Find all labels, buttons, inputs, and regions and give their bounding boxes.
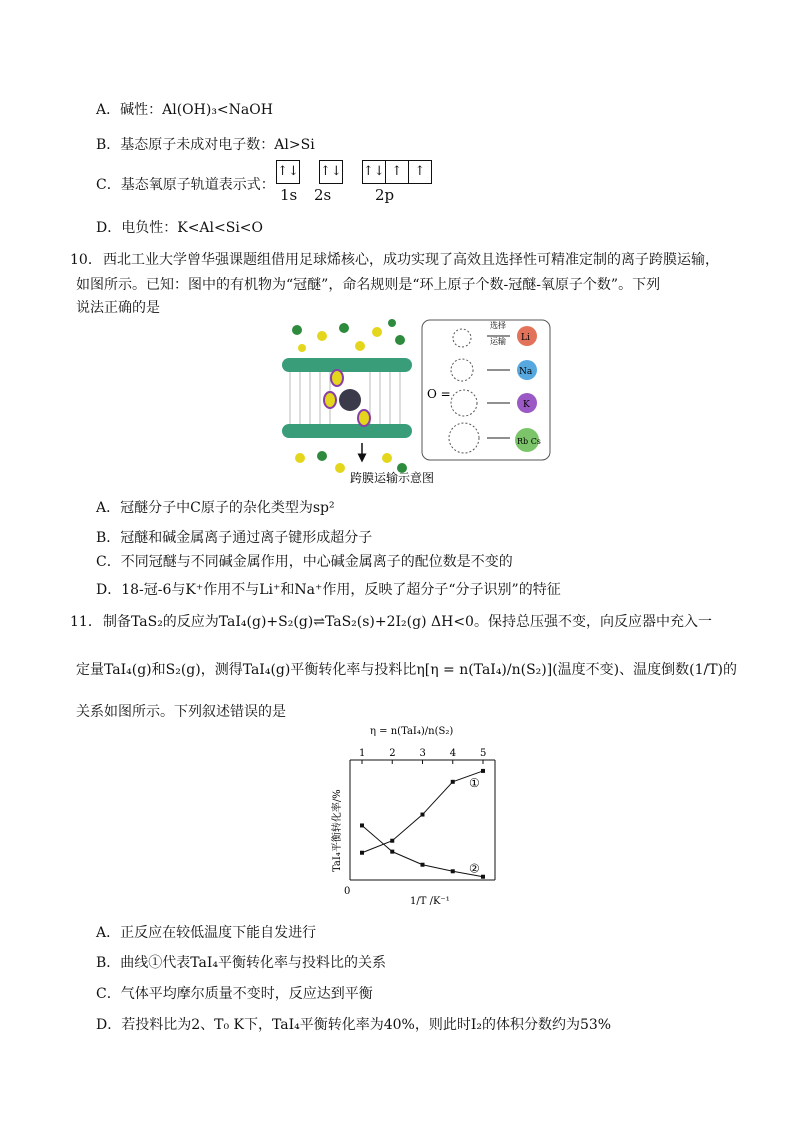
q9-option-b (96, 135, 315, 155)
q9-option-d (96, 218, 263, 238)
q9-option-b-text: 基态原子未成对电子数：Al>Si (120, 137, 315, 153)
figure-caption: 跨膜运输示意图 (350, 471, 435, 485)
data-point (481, 769, 485, 773)
o-label: O = (427, 387, 451, 401)
q9-option-a-letter: A． (96, 102, 121, 118)
q10-option-c: C．不同冠醚与不同碱金属作用，中心碱金属离子的配位数是不变的 (96, 554, 513, 570)
orbital-box: ↑↓ (319, 160, 343, 184)
series-line-1 (362, 771, 483, 853)
y-axis-label: TaI₄平衡转化率/% (332, 789, 343, 872)
q11-option-b: B．曲线①代表TaI₄平衡转化率与投料比的关系 (96, 955, 387, 971)
orbital-label-2s: 2s (314, 186, 332, 204)
crown-ether (358, 410, 370, 426)
select-label-top: 选择 (490, 321, 506, 330)
series-label: ① (469, 775, 480, 790)
series-line-2 (362, 825, 483, 876)
q10-option-d: D．18-冠-6与K⁺作用不与Li⁺和Na⁺作用，反映了超分子“分子识别”的特征 (96, 582, 561, 598)
ion-k-label: K (523, 400, 530, 410)
ion-rb-cs-label: Rb Cs (517, 437, 541, 446)
data-point (390, 839, 394, 843)
data-point (360, 823, 364, 827)
membrane-transport-figure (282, 318, 554, 488)
ion-na-label: Na (519, 367, 533, 377)
conversion-chart (330, 722, 510, 912)
data-point (360, 851, 364, 855)
q9-option-d-letter: D． (96, 220, 122, 236)
q11-option-a: A．正反应在较低温度下能自发进行 (96, 925, 317, 941)
series-label: ② (469, 861, 480, 876)
q9-option-a (96, 100, 273, 120)
chart-series (360, 769, 485, 879)
top-tick-label: 1 (359, 748, 366, 759)
fullerene-core (339, 389, 361, 411)
q11-stem-line2: 定量TaI₄(g)和S₂(g)，测得TaI₄(g)平衡转化率与投料比η[η = n(TaI₄)/n(S₂)](温度不变)、温度倒数(1/T)的 (76, 662, 738, 678)
q9-option-b-letter: B． (96, 137, 121, 153)
q10-stem-line3: 说法正确的是 (76, 300, 160, 316)
top-tick-label: 2 (389, 748, 396, 759)
q11-option-c: C．气体平均摩尔质量不变时，反应达到平衡 (96, 986, 373, 1002)
top-tick-label: 4 (449, 748, 457, 759)
q10-stem-line2: 如图所示。已知：图中的有机物为“冠醚”，命名规则是“环上原子个数-冠醚-氧原子个数”。下列 (76, 277, 661, 293)
q10-option-a: A．冠醚分子中C原子的杂化类型为sp² (96, 500, 335, 516)
x-axis-label: 1/T /K⁻¹ (410, 896, 450, 907)
crown-ether (324, 392, 336, 408)
q9-option-d-text: 电负性：K<Al<Si<O (121, 220, 264, 236)
top-axis-ticks (359, 748, 486, 764)
crown-ether (331, 370, 343, 386)
data-point (421, 863, 425, 867)
top-tick-label: 5 (480, 748, 487, 759)
data-point (481, 875, 485, 879)
select-label-bottom: 运输 (490, 337, 506, 346)
data-point (390, 850, 394, 854)
q11-number: 11． (70, 614, 102, 630)
orbital-box: ↑↓ (362, 160, 386, 184)
q9-option-c-text: 基态氧原子轨道表示式： (120, 177, 275, 193)
q9-option-a-text: 碱性：Al(OH)₃<NaOH (120, 102, 273, 118)
orbital-box: ↑ (386, 160, 409, 184)
top-tick-label: 3 (419, 748, 426, 759)
top-axis-label: η = n(TaI₄)/n(S₂) (370, 726, 454, 737)
q11-stem-line1: 制备TaS₂的反应为TaI₄(g)+S₂(g)⇌TaS₂(s)+2I₂(g) ΔH<0。保持总压强不变，向反应器中充入一 (103, 614, 712, 630)
data-point (451, 869, 455, 873)
q9-option-c (96, 175, 275, 195)
q11-option-d: D．若投料比为2、T₀ K下，TaI₄平衡转化率为40%，则此时I₂的体积分数约为53% (96, 1017, 612, 1033)
q10-option-b: B．冠醚和碱金属离子通过离子键形成超分子 (96, 530, 373, 546)
ion-li-label: Li (521, 333, 530, 343)
q11-stem-line3: 关系如图所示。下列叙述错误的是 (76, 704, 286, 720)
orbital-label-1s: 1s (280, 186, 298, 204)
origin-label: 0 (344, 886, 351, 897)
orbital-box: ↑↓ (276, 160, 300, 184)
orbital-label-2p: 2p (375, 186, 395, 204)
extracellular-ions (292, 319, 405, 352)
orbital-diagram (276, 160, 432, 184)
data-point (421, 813, 425, 817)
intracellular-ions (295, 451, 407, 473)
q9-option-c-letter: C． (96, 177, 121, 193)
q10-stem-line1: 西北工业大学曾华强课题组借用足球烯核心，成功实现了高效且选择性可精准定制的离子跨膜运输， (103, 252, 719, 268)
q10-number: 10． (70, 252, 102, 268)
data-point (451, 780, 455, 784)
orbital-box: ↑ (409, 160, 432, 184)
